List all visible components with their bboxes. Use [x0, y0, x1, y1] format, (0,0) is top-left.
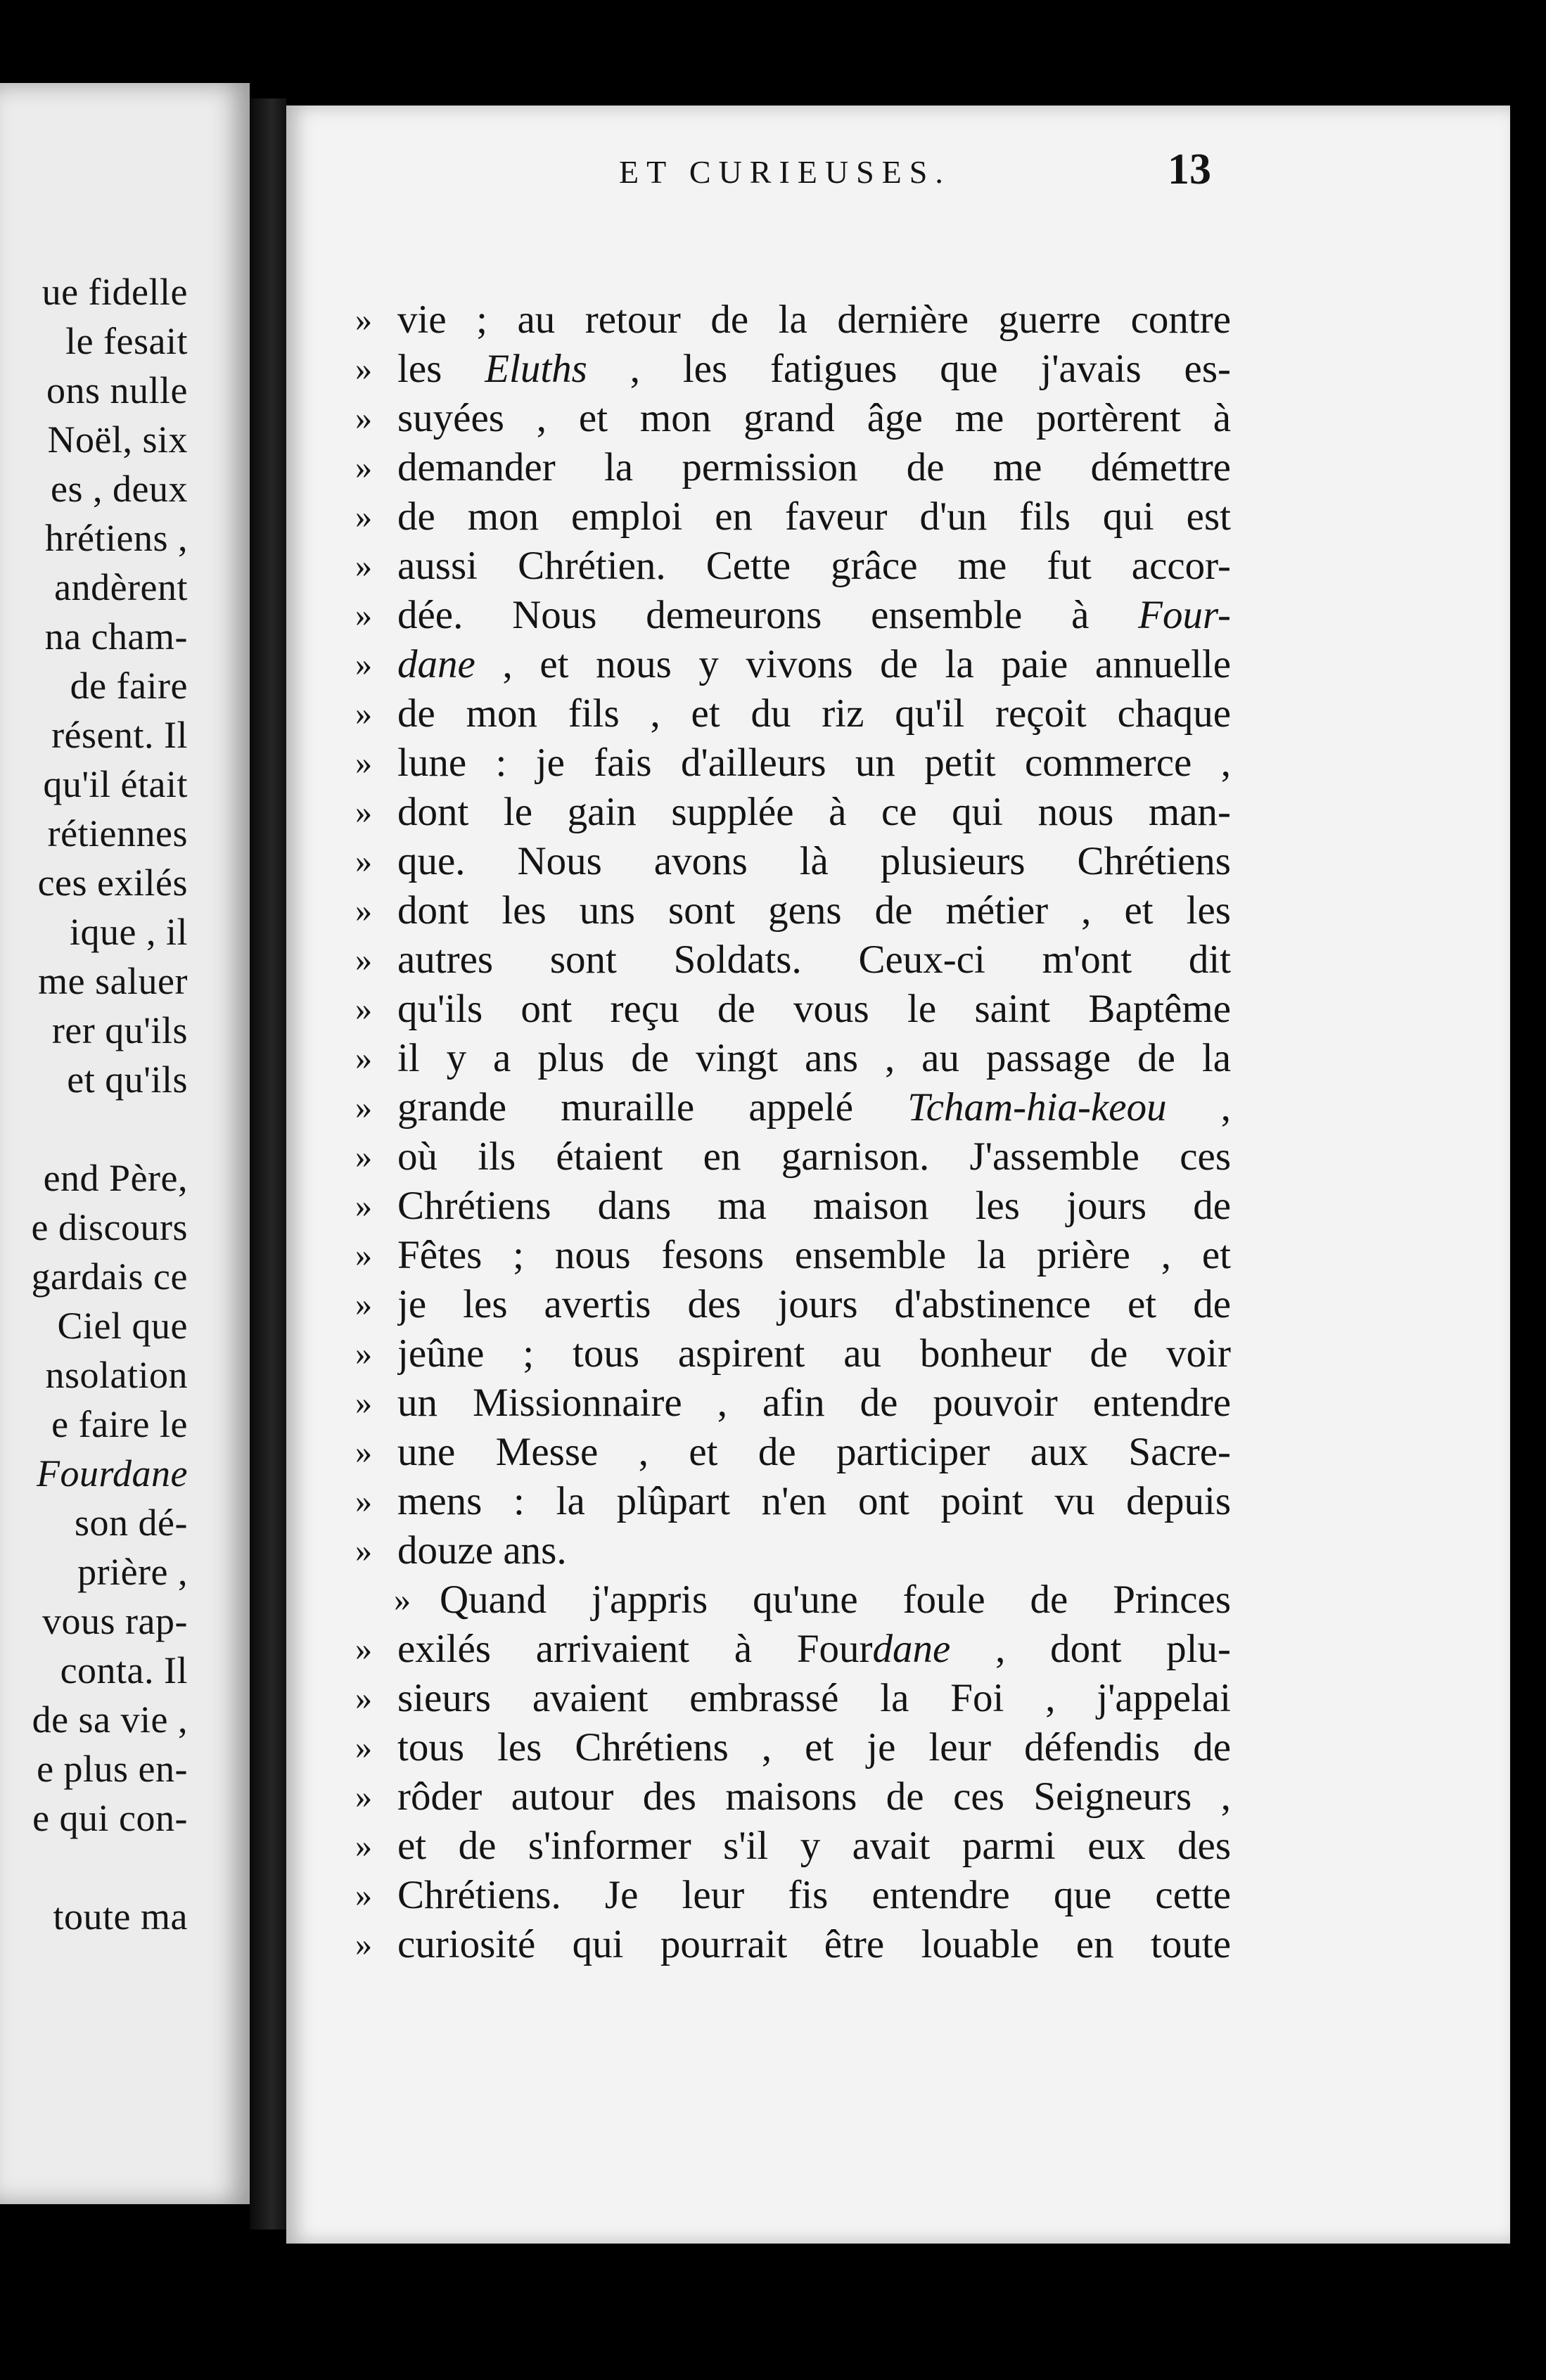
- left-page-line: de sa vie ,: [32, 1698, 188, 1741]
- quote-mark: »: [355, 990, 372, 1028]
- left-page-line: end Père,: [43, 1157, 188, 1199]
- text-line: [0, 1329, 1336, 1378]
- quote-mark: »: [355, 892, 372, 929]
- quote-mark: »: [355, 1089, 372, 1126]
- page-number: 13: [1168, 146, 1211, 193]
- left-page-line: es , deux: [51, 468, 188, 510]
- line-text: jeûne ; tous aspirent au bonheur de voir: [397, 1331, 1231, 1376]
- text-line: [0, 1132, 1336, 1182]
- left-page-line: na cham-: [44, 615, 188, 658]
- quote-mark: »: [355, 1138, 372, 1175]
- text-line: [0, 788, 1336, 837]
- left-page-line: qu'il était: [43, 763, 188, 805]
- left-page-line: Noël, six: [47, 418, 188, 461]
- quote-mark: »: [355, 1483, 372, 1520]
- left-page-line: e qui con-: [32, 1797, 188, 1839]
- line-text: que. Nous avons là plusieurs Chrétiens: [397, 839, 1231, 883]
- quote-mark: »: [355, 1926, 372, 1963]
- line-text: demander la permission de me démettre: [397, 445, 1231, 490]
- text-line: [0, 295, 1336, 345]
- line-text: curiosité qui pourrait être louable en toute: [397, 1922, 1231, 1966]
- left-page-line: de faire: [70, 665, 188, 707]
- left-page-line: rer qu'ils: [51, 1009, 188, 1051]
- line-text: lune : je fais d'ailleurs un petit commerce ,: [397, 741, 1231, 785]
- text-line: [0, 1477, 1336, 1526]
- text-line: [0, 985, 1336, 1034]
- text-line: [0, 492, 1336, 542]
- left-page-line: ique , il: [70, 911, 188, 953]
- line-text: dont le gain supplée à ce qui nous man-: [397, 790, 1231, 834]
- left-page-line: ons nulle: [46, 369, 188, 411]
- left-page-line: conta. Il: [60, 1649, 188, 1691]
- line-text: les Eluths , les fatigues que j'avais es-: [397, 347, 1231, 391]
- quote-mark: »: [355, 744, 372, 781]
- left-page-line: ces exilés: [37, 862, 188, 904]
- quote-mark: »: [355, 1778, 372, 1815]
- line-text: rôder autour des maisons de ces Seigneurs ,: [397, 1774, 1231, 1819]
- line-text: suyées , et mon grand âge me portèrent à: [397, 396, 1231, 440]
- text-line: [0, 1034, 1336, 1083]
- text-line: [0, 1772, 1336, 1822]
- left-page-line: le fesait: [65, 320, 188, 362]
- left-page-line: son dé-: [75, 1502, 188, 1544]
- line-text: grande muraille appelé Tcham-hia-keou ,: [397, 1085, 1231, 1130]
- text-line: [0, 542, 1336, 591]
- line-text: où ils étaient en garnison. J'assemble ces: [397, 1134, 1231, 1179]
- text-line: [0, 1723, 1336, 1772]
- left-page-line: résent. Il: [51, 714, 188, 756]
- left-page-line: me saluer: [38, 960, 188, 1002]
- line-text: Chrétiens dans ma maison les jours de: [397, 1184, 1231, 1228]
- text-line: [0, 1280, 1336, 1329]
- line-text: autres sont Soldats. Ceux-ci m'ont dit: [397, 938, 1231, 982]
- quote-mark: »: [355, 1876, 372, 1914]
- line-text: douze ans.: [397, 1528, 567, 1573]
- quote-mark: »: [355, 1236, 372, 1274]
- left-page-line: nsolation: [45, 1354, 188, 1396]
- left-page-line: e discours: [31, 1206, 188, 1248]
- text-line: [0, 1674, 1336, 1723]
- line-text: Quand j'appris qu'une foule de Princes: [440, 1578, 1231, 1622]
- quote-mark: »: [355, 695, 372, 732]
- line-text: je les avertis des jours d'abstinence et de: [397, 1282, 1231, 1326]
- line-text: mens : la plûpart n'en ont point vu depuis: [397, 1479, 1231, 1523]
- text-line: [0, 1231, 1336, 1280]
- text-line: [0, 1575, 1336, 1625]
- quote-mark: »: [355, 793, 372, 831]
- line-text: qu'ils ont reçu de vous le saint Baptême: [397, 987, 1231, 1031]
- text-line: [0, 1182, 1336, 1231]
- left-page-line: hrétiens ,: [45, 517, 188, 559]
- quote-mark: »: [355, 941, 372, 978]
- text-line: [0, 1920, 1336, 1969]
- text-line: [0, 1526, 1336, 1575]
- left-page-line: ue fidelle: [41, 271, 188, 313]
- text-line: [0, 689, 1336, 738]
- text-line: [0, 935, 1336, 985]
- quote-mark: »: [355, 1039, 372, 1077]
- quote-mark: »: [355, 1335, 372, 1372]
- quote-mark: »: [355, 399, 372, 437]
- quote-mark: »: [355, 843, 372, 880]
- quote-mark: »: [355, 547, 372, 584]
- text-line: [0, 443, 1336, 492]
- running-head: ET CURIEUSES.: [619, 154, 951, 190]
- quote-mark: »: [355, 350, 372, 388]
- line-text: un Missionnaire , afin de pouvoir entendre: [397, 1381, 1231, 1425]
- line-text: Fêtes ; nous fesons ensemble la prière , et: [397, 1233, 1231, 1277]
- text-line: [0, 837, 1336, 886]
- line-text: de mon emploi en faveur d'un fils qui est: [397, 494, 1231, 539]
- quote-mark: »: [355, 1680, 372, 1717]
- text-line: [0, 640, 1336, 689]
- quote-mark: »: [355, 301, 372, 338]
- line-text: et de s'informer s'il y avait parmi eux des: [397, 1824, 1231, 1868]
- quote-mark: »: [394, 1581, 411, 1618]
- text-line: [0, 1428, 1336, 1477]
- left-page-line: vous rap-: [42, 1600, 188, 1642]
- text-line: [0, 591, 1336, 640]
- left-page-line: prière ,: [77, 1551, 188, 1593]
- quote-mark: »: [355, 1384, 372, 1421]
- line-text: sieurs avaient embrassé la Foi , j'appelai: [397, 1676, 1231, 1720]
- quote-mark: »: [355, 1433, 372, 1471]
- quote-mark: »: [355, 1827, 372, 1864]
- left-page-line: andèrent: [54, 566, 188, 608]
- text-line: [0, 345, 1336, 394]
- line-text: de mon fils , et du riz qu'il reçoit chaque: [397, 691, 1231, 736]
- quote-mark: »: [355, 1532, 372, 1569]
- text-line: [0, 1871, 1336, 1920]
- text-line: [0, 738, 1336, 788]
- line-text: dane , et nous y vivons de la paie annuelle: [397, 642, 1231, 686]
- quote-mark: »: [355, 1630, 372, 1668]
- quote-mark: »: [355, 646, 372, 683]
- line-text: dont les uns sont gens de métier , et les: [397, 888, 1231, 933]
- text-line: [0, 1083, 1336, 1132]
- text-line: [0, 1378, 1336, 1428]
- left-page-line: Fourdane: [37, 1452, 188, 1495]
- left-page-line: e faire le: [51, 1403, 188, 1445]
- text-line: [0, 1625, 1336, 1674]
- line-text: il y a plus de vingt ans , au passage de la: [397, 1036, 1231, 1080]
- left-page-line: gardais ce: [31, 1255, 188, 1298]
- left-page-line: e plus en-: [37, 1748, 188, 1790]
- line-text: tous les Chrétiens , et je leur défendis de: [397, 1725, 1231, 1770]
- line-text: une Messe , et de participer aux Sacre-: [397, 1430, 1231, 1474]
- line-text: dée. Nous demeurons ensemble à Four-: [397, 593, 1231, 637]
- quote-mark: »: [355, 1187, 372, 1224]
- quote-mark: »: [355, 449, 372, 486]
- quote-mark: »: [355, 596, 372, 634]
- line-text: Chrétiens. Je leur fis entendre que cette: [397, 1873, 1231, 1917]
- text-line: [0, 394, 1336, 443]
- left-page-line: et qu'ils: [67, 1058, 188, 1101]
- line-text: exilés arrivaient à Fourdane , dont plu-: [397, 1627, 1231, 1671]
- line-text: aussi Chrétien. Cette grâce me fut accor-: [397, 544, 1231, 588]
- text-line: [0, 1822, 1336, 1871]
- left-page-line: Ciel que: [57, 1305, 188, 1347]
- left-page-line: rétiennes: [47, 812, 188, 855]
- text-line: [0, 886, 1336, 935]
- left-page-line: toute ma: [53, 1895, 188, 1938]
- quote-mark: »: [355, 1286, 372, 1323]
- line-text: vie ; au retour de la dernière guerre contre: [397, 298, 1231, 342]
- quote-mark: »: [355, 498, 372, 535]
- quote-mark: »: [355, 1729, 372, 1766]
